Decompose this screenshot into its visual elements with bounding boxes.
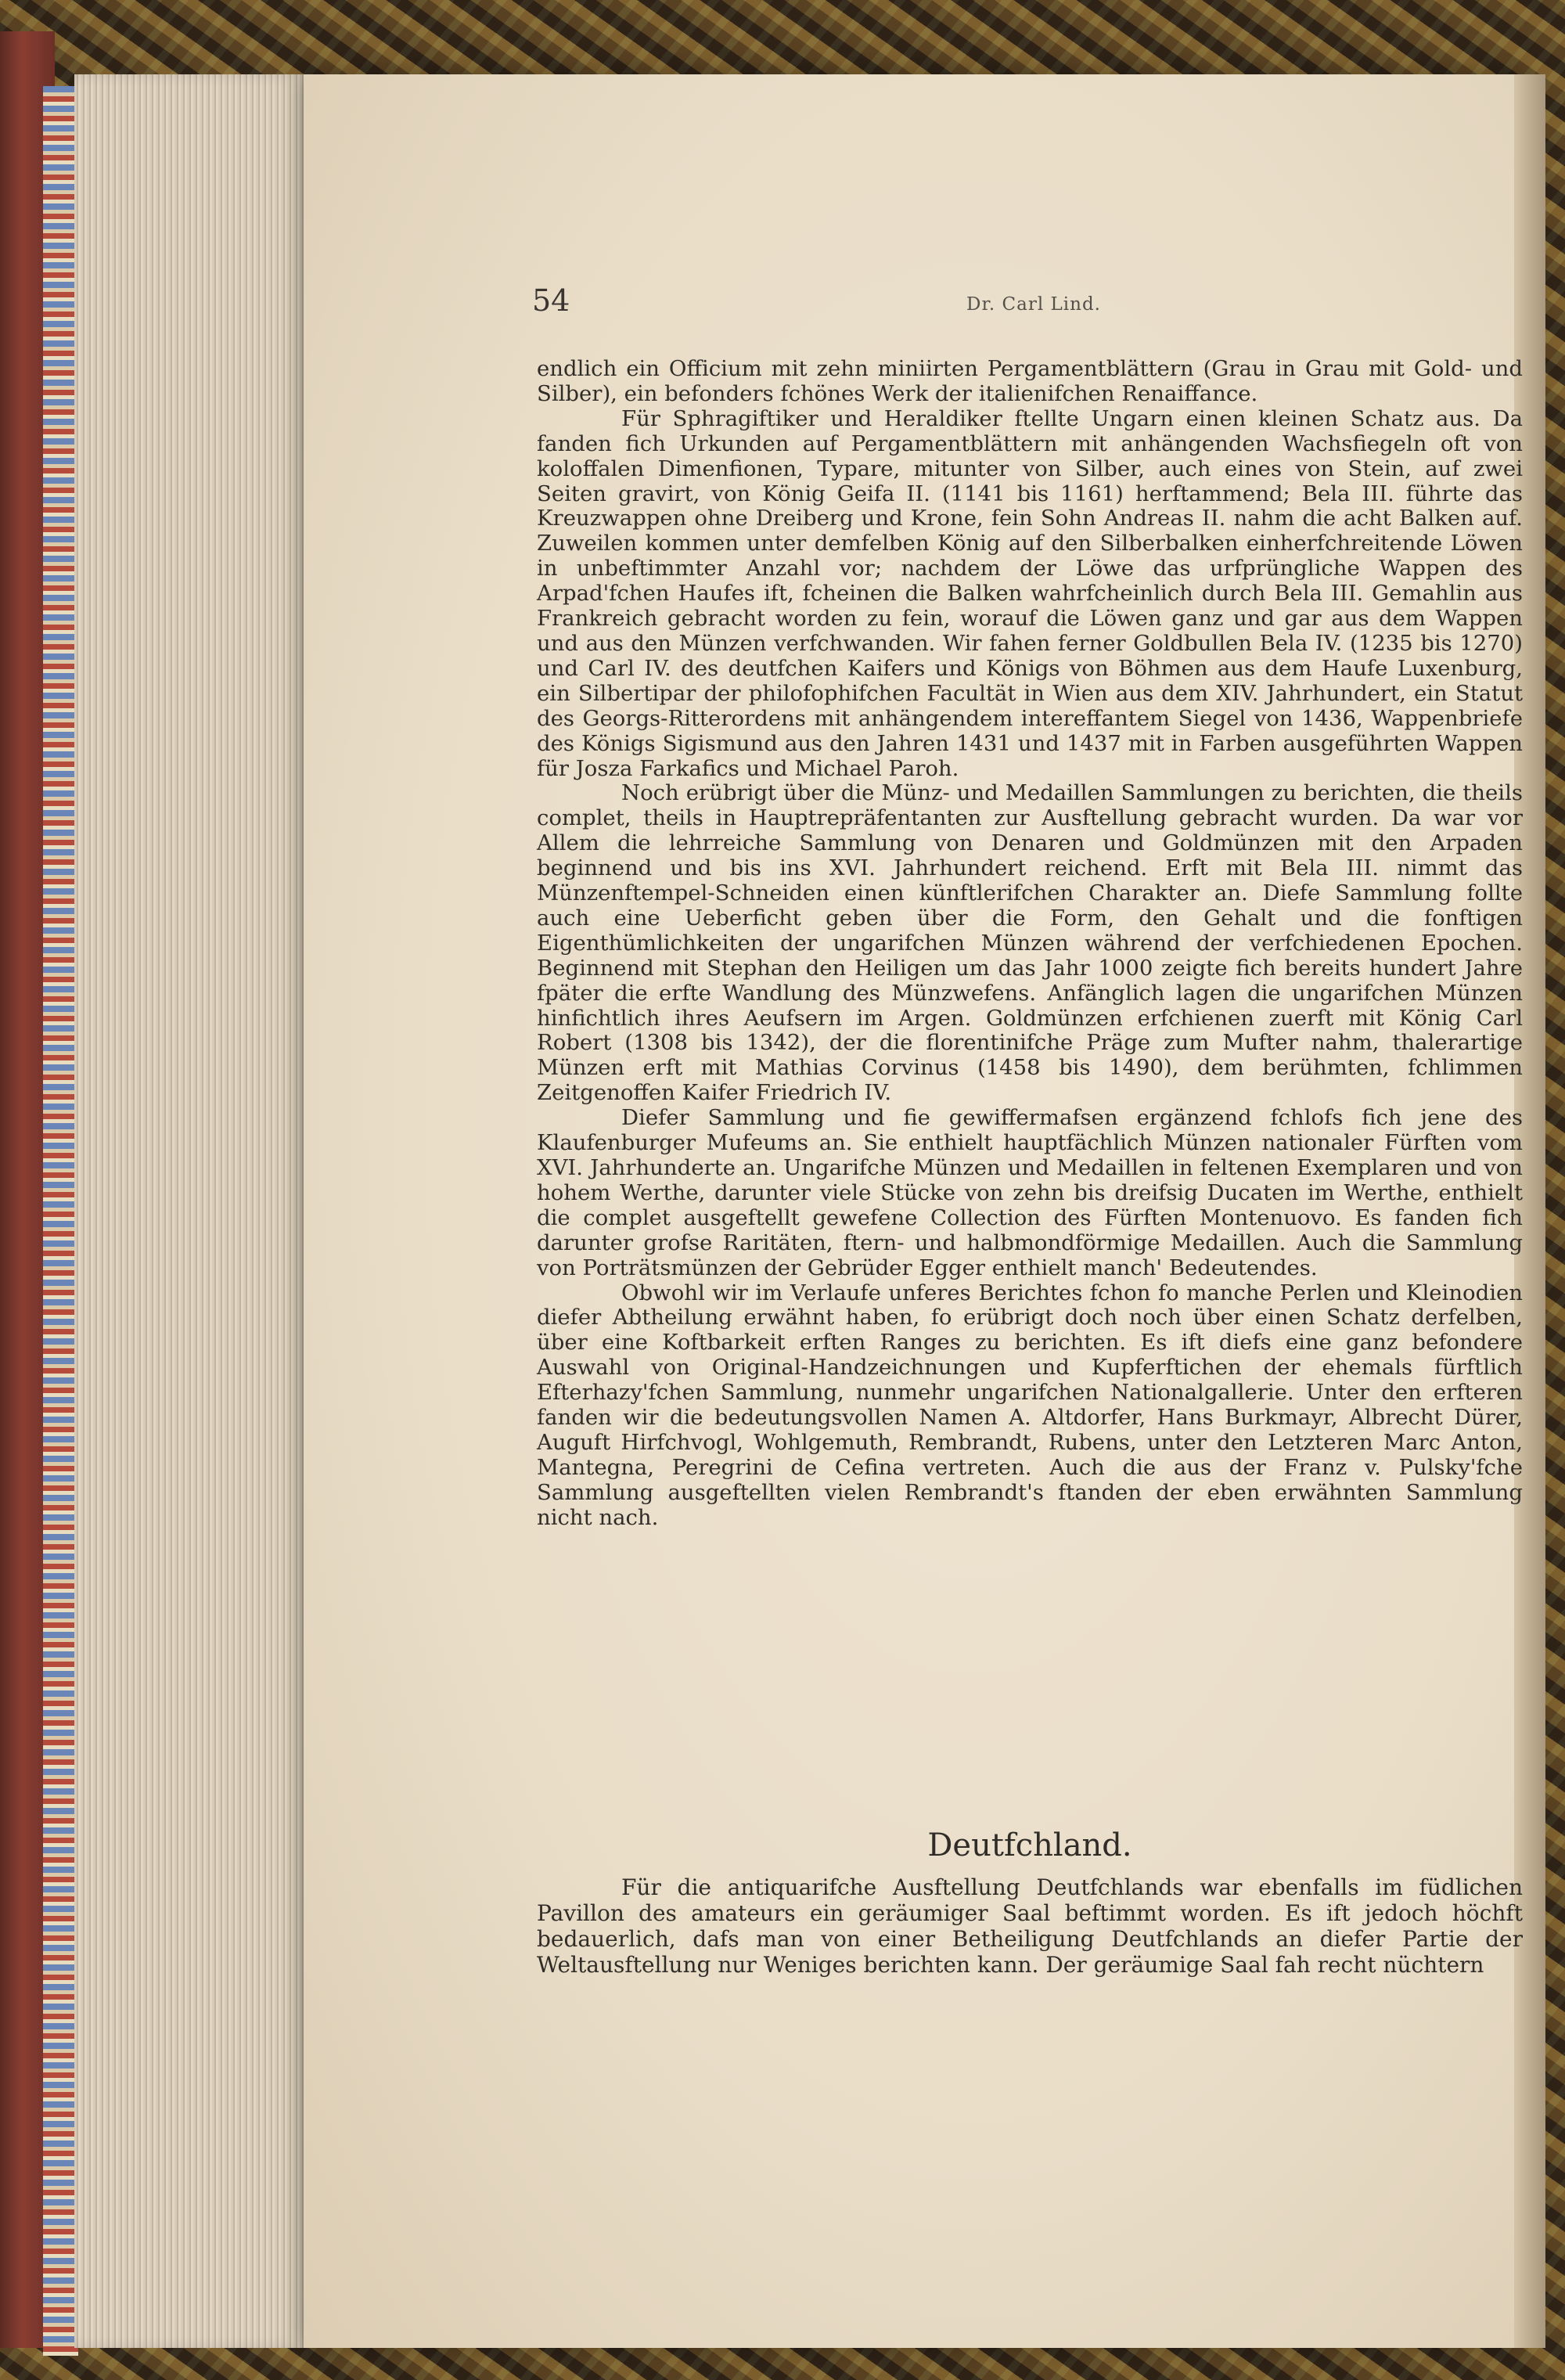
page-number: 54 <box>532 283 570 318</box>
section-heading: Deutfchland. <box>927 1827 1132 1863</box>
page-stack <box>74 74 309 2348</box>
running-head: Dr. Carl Lind. <box>966 294 1101 315</box>
section-text <box>537 1874 1523 1978</box>
paragraph: endlich ein Officium mit zehn miniirten Pergamentblättern (Grau in Grau mit Gold- und Silber), ein befonders fchönes Werk der italienifchen Renaiffance. <box>537 356 1523 406</box>
paragraph: Für Sphragiftiker und Heraldiker ftellte Ungarn einen kleinen Schatz aus. Da fanden fich Urkunden auf Pergamentblättern mit anhängenden Wachsfiegeln oft von koloffalen Dimenfionen, Typare, mitunter von Silber, auch eines von Stein, auf zwei Seiten gravirt, von König Geifa II. (1141 bis 1161) herftammend; Bela III. führte das Kreuzwappen ohne Dreiberg und Krone, fein Sohn Andreas II. nahm die acht Balken auf. Zuweilen kommen unter demfelben König auf den Silberbalken einherfchreitende Löwen in unbeftimmter Anzahl vor; nachdem der Löwe das urfprüngliche Wappen des Arpad'fchen Haufes ift, fcheinen die Balken wahrfcheinlich durch Bela III. Gemahlin aus Frankreich gebracht worden zu fein, worauf die Löwen ganz und gar aus dem Wappen und aus den Münzen verfchwanden. Wir fahen ferner Goldbullen Bela IV. (1235 bis 1270) und Carl IV. des deutfchen Kaifers und Königs von Böhmen aus dem Haufe Luxenburg, ein Silbertipar der philofophifchen Facultät in Wien aus dem XIV. Jahrhundert, ein Statut des Georgs-Ritterordens mit anhängendem intereffantem Siegel von 1436, Wappenbriefe des Königs Sigismund aus den Jahren 1431 und 1437 mit in Farben ausgeführten Wappen für Josza Farkafics und Michael Paroh. <box>537 405 1523 781</box>
paragraph: Noch erübrigt über die Münz- und Medaillen Sammlungen zu berichten, die theils complet, theils in Hauptrepräfentanten zur Ausftellung gebracht wurden. Da war vor Allem die lehrreiche Sammlung von Denaren und Goldmünzen mit den Arpaden beginnend und bis ins XVI. Jahrhundert reichend. Erft mit Bela III. nimmt das Münzenftempel-Schneiden einen künftlerifchen Charakter an. Diefe Sammlung follte auch eine Ueberficht geben über die Form, den Gehalt und die fonftigen Eigenthümlichkeiten der ungarifchen Münzen während der verfchiedenen Epochen. Beginnend mit Stephan den Heiligen um das Jahr 1000 zeigte fich bereits hundert Jahre fpäter die erfte Wandlung des Münzwefens. Anfänglich lagen die ungarifchen Münzen hinfichtlich ihres Aeufsern im Argen. Goldmünzen erfchienen zuerft mit König Carl Robert (1308 bis 1342), der die florentinifche Präge zum Mufter nahm, thalerartige Münzen erft mit Mathias Corvinus (1458 bis 1490), dem berühmten, fchlimmen Zeitgenoffen Kaifer Friedrich IV. <box>537 780 1523 1106</box>
paragraph: Obwohl wir im Verlaufe unferes Berichtes fchon fo manche Perlen und Kleinodien diefer Abtheilung erwähnt haben, fo erübrigt doch noch über einen Schatz derfelben, über eine Koftbarkeit erften Ranges zu berichten. Es ift diefs eine ganz befondere Auswahl von Original-Handzeichnungen und Kupferftichen der ehemals fürftlich Efterhazy'fchen Sammlung, nunmehr ungarifchen Nationalgallerie. Unter den erfteren fanden wir die bedeutungsvollen Namen A. Altdorfer, Hans Burkmayr, Albrecht Dürer, Auguft Hirfchvogl, Wohlgemuth, Rembrandt, Rubens, unter den Letzteren Marc Anton, Mantegna, Peregrini de Cefina vertreten. Auch die aus der Franz v. Pulsky'fche Sammlung ausgeftellten vielen Rembrandt's ftanden der eben erwähnten Sammlung nicht nach. <box>537 1280 1523 1530</box>
page-header <box>532 283 1142 330</box>
marbled-page-edge <box>43 86 78 2356</box>
paragraph: Für die antiquarifche Ausftellung Deutfchlands war ebenfalls im füdlichen Pavillon des amateurs ein geräumiger Saal beftimmt worden. Es ift jedoch höchft bedauerlich, dafs man von einer Betheiligung Deutfchlands an diefer Partie der Weltausftellung nur Weniges berichten kann. Der geräumige Saal fah recht nüchtern <box>537 1874 1523 1978</box>
body-text <box>537 357 1523 1531</box>
paragraph: Diefer Sammlung und fie gewiffermafsen ergänzend fchlofs fich jene des Klaufenburger Mufeums an. Sie enthielt hauptfächlich Münzen nationaler Fürften vom XVI. Jahrhunderte an. Ungarifche Münzen und Medaillen in feltenen Exemplaren und von hohem Werthe, darunter viele Stücke von zehn bis dreifsig Ducaten im Werthe, enthielt die complet ausgeftellt gewefene Collection des Fürften Montenuovo. Es fanden fich darunter grofse Raritäten, ftern- und halbmondförmige Medaillen. Auch die Sammlung von Porträtsmünzen der Gebrüder Egger enthielt manch' Bedeutendes. <box>537 1105 1523 1280</box>
